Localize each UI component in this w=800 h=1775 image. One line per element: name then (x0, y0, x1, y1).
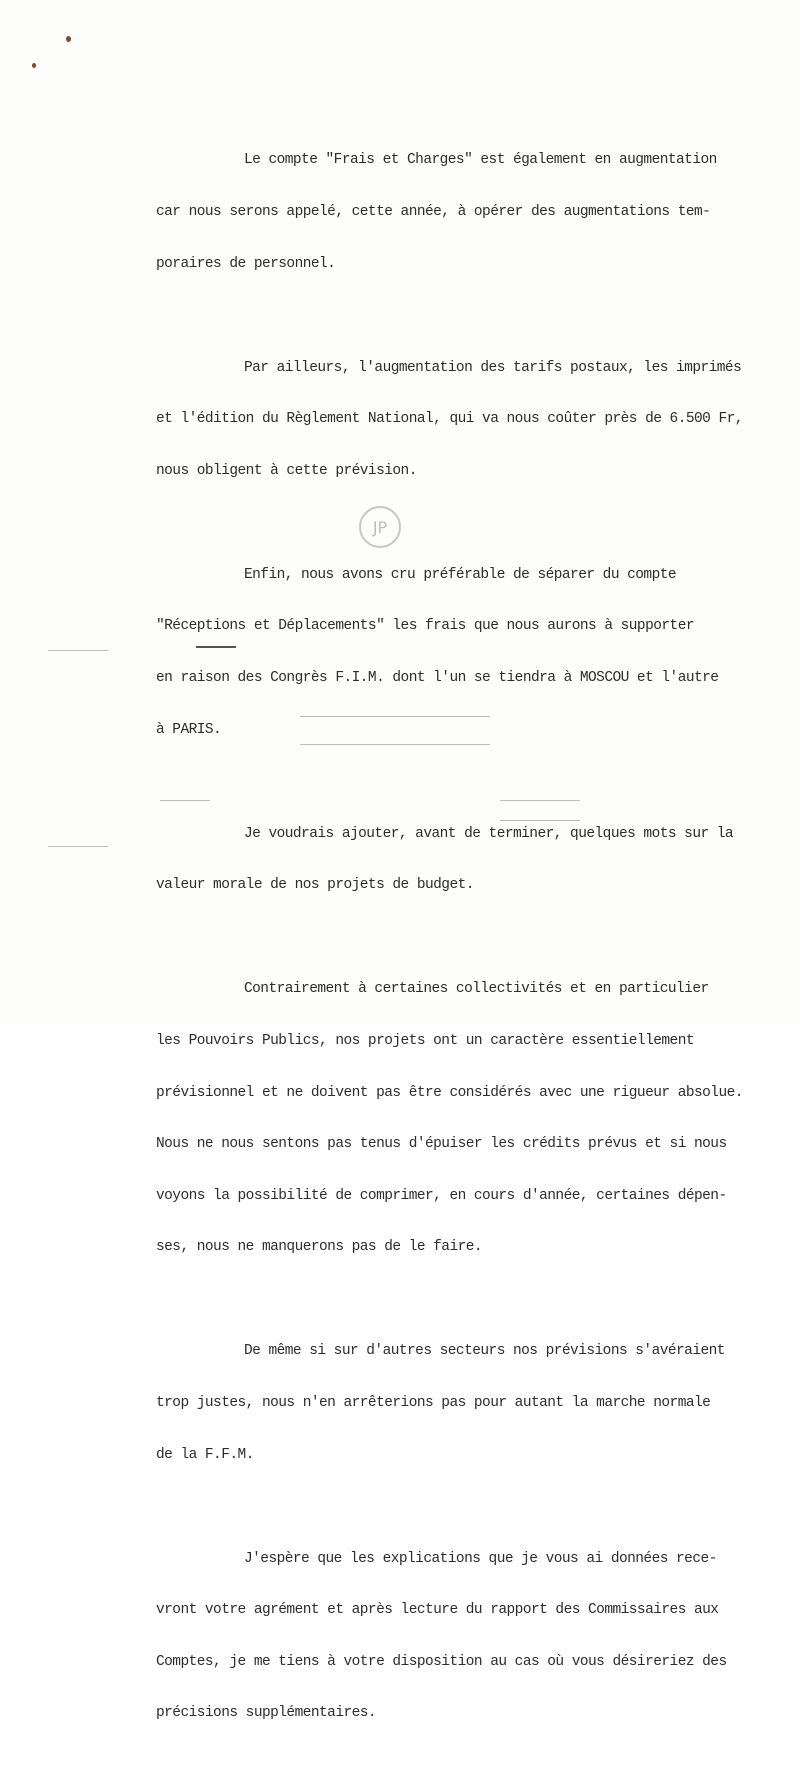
text-line: car nous serons appelé, cette année, à opérer des augmentations tem- (156, 204, 711, 221)
paragraph-previsionnel (156, 947, 756, 1291)
paragraph-valeur-morale (156, 791, 756, 929)
text-line: De même si sur d'autres secteurs nos prévisions s'avéraient (244, 1343, 725, 1360)
text-line: Je voudrais ajouter, avant de terminer, quelques mots sur la (244, 825, 734, 842)
text-line: "Réceptions et Déplacements" les frais que nous aurons à supporter (156, 618, 694, 635)
bleed-through-mark (48, 846, 108, 847)
bleed-through-mark (500, 800, 580, 801)
text-line: vront votre agrément et après lecture du rapport des Commissaires aux (156, 1602, 719, 1619)
signature-rule (196, 646, 236, 648)
text-line: les Pouvoirs Publics, nos projets ont un caractère essentiellement (156, 1032, 694, 1049)
text-line: Le compte "Frais et Charges" est également en augmentation (244, 152, 717, 169)
text-line: Nous ne nous sentons pas tenus d'épuiser les crédits prévus et si nous (156, 1136, 727, 1153)
text-line: en raison des Congrès F.I.M. dont l'un se tiendra à MOSCOU et l'autre (156, 670, 719, 687)
text-line: poraires de personnel. (156, 255, 336, 272)
text-line: nous obligent à cette prévision. (156, 462, 417, 479)
text-line: Enfin, nous avons cru préférable de séparer du compte (244, 566, 677, 583)
text-line: voyons la possibilité de comprimer, en cours d'année, certaines dépen- (156, 1187, 727, 1204)
ink-spot (32, 63, 36, 68)
bleed-through-mark (300, 744, 490, 745)
text-line: et l'édition du Règlement National, qui va nous coûter près de 6.500 Fr, (156, 411, 743, 428)
text-line: J'espère que les explications que je vous ai données rece- (244, 1550, 717, 1567)
text-line: de la F.F.M. (156, 1446, 254, 1463)
bleed-through-mark (160, 800, 210, 801)
text-line: trop justes, nous n'en arrêterions pas pour autant la marche normale (156, 1395, 711, 1412)
svg-text:JP: JP (372, 518, 388, 537)
bleed-through-mark (500, 820, 580, 821)
paragraph-autres-secteurs (156, 1309, 756, 1498)
paragraph-tarifs-postaux (156, 325, 756, 514)
text-line: ses, nous ne manquerons pas de le faire. (156, 1239, 483, 1256)
text-line: précisions supplémentaires. (156, 1705, 377, 1722)
ink-spot (66, 36, 71, 42)
bleed-through-mark (300, 716, 490, 717)
paragraph-congres (156, 532, 756, 773)
text-line: Par ailleurs, l'augmentation des tarifs postaux, les imprimés (244, 359, 742, 376)
paragraph-conclusion (156, 1516, 756, 1757)
bleed-through-mark (48, 650, 108, 651)
letter-body (156, 118, 756, 1775)
text-line: valeur morale de nos projets de budget. (156, 877, 474, 894)
text-line: Comptes, je me tiens à votre disposition au cas où vous désireriez des (156, 1653, 727, 1670)
archive-stamp-logo (355, 502, 405, 552)
paragraph-frais-charges (156, 118, 756, 307)
text-line: prévisionnel et ne doivent pas être considérés avec une rigueur absolue. (156, 1084, 743, 1101)
text-line: à PARIS. (156, 721, 222, 738)
text-line: Contrairement à certaines collectivités et en particulier (244, 981, 709, 998)
